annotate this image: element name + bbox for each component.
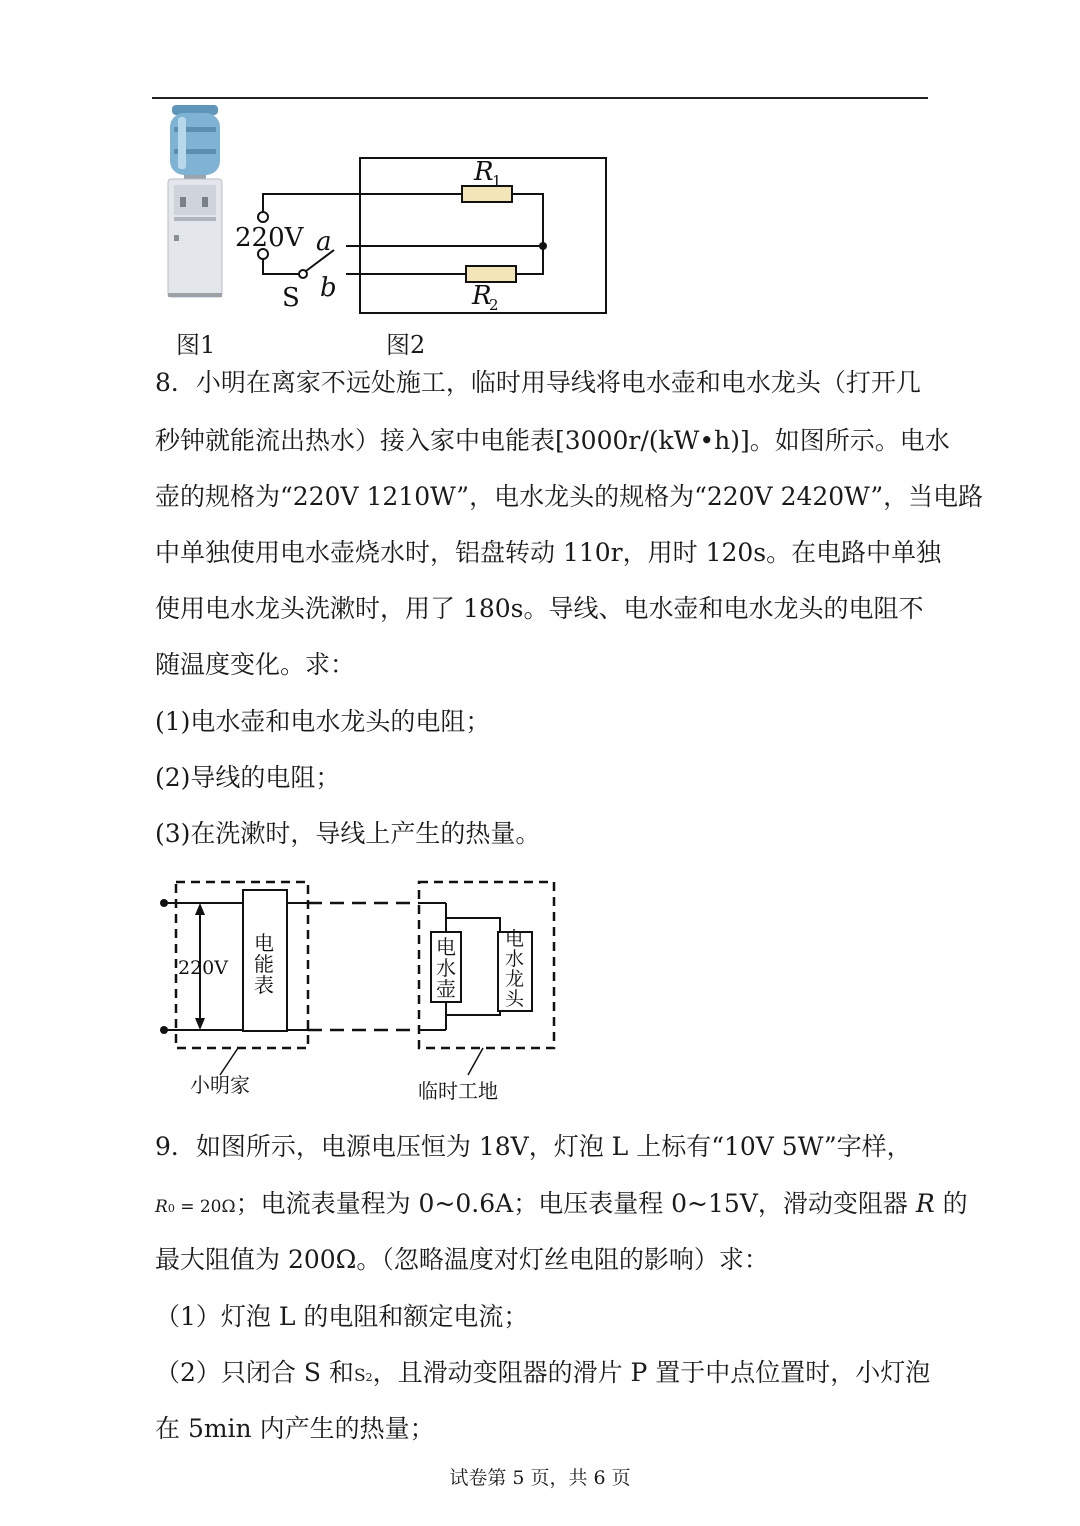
q8-line-2: 秒钟就能流出热水）接入家中电能表[3000r/(kW•h)]。如图所示。电水	[155, 426, 950, 455]
faucet-char-3: 龙	[505, 968, 525, 990]
faucet-char-4: 头	[505, 988, 525, 1010]
fig2-node-a: a	[316, 227, 332, 257]
fig2-r1-sub: 1	[492, 172, 502, 190]
q8-subquestion-2: (2)导线的电阻；	[155, 763, 341, 792]
junction-dot	[539, 242, 547, 250]
water-dispenser-image	[160, 105, 230, 300]
q8-line-1: 8．小明在离家不远处施工，临时用导线将电水壶和电水龙头（打开几	[155, 368, 921, 397]
q8-line-3: 壶的规格为“220V 1210W”，电水龙头的规格为“220V 2420W”，当电路	[155, 482, 984, 511]
figure2-caption: 图2	[386, 331, 426, 359]
q9-line-2	[155, 1188, 968, 1225]
figure3-circuit	[150, 870, 570, 1110]
fig3-voltage-label: 220V	[178, 957, 228, 979]
page-footer: 试卷第 5 页，共 6 页	[449, 1467, 631, 1489]
s2-symbol: S	[353, 1366, 366, 1386]
fig2-switch-label: S	[282, 283, 300, 313]
fig2-r1-label: R	[474, 157, 494, 187]
q8-line-4: 中单独使用电水壶烧水时，铝盘转动 110r，用时 120s。在电路中单独	[155, 538, 942, 567]
q9-sub2-start: （2）只闭合 S 和	[155, 1358, 354, 1387]
kettle-char-2: 水	[436, 956, 456, 980]
r0-subscript: 0	[167, 1202, 175, 1215]
fig2-node-b: b	[320, 273, 337, 303]
fig2-r2-sub: 2	[489, 296, 499, 314]
q9-sub2-rest: ，且滑动变阻器的滑片 P 置于中点位置时，小灯泡	[372, 1358, 931, 1387]
figure1-caption: 图1	[176, 331, 216, 359]
switch-pivot	[299, 270, 307, 278]
meter-char-2: 能	[254, 952, 274, 976]
site-label: 临时工地	[418, 1079, 498, 1103]
meter-char-1: 电	[254, 931, 274, 955]
resistor-r2	[466, 266, 516, 282]
figure2-circuit	[230, 150, 620, 320]
fig2-voltage-label: 220V	[235, 223, 304, 253]
r0-value: = 20Ω	[174, 1197, 236, 1217]
kettle-char-1: 电	[436, 935, 456, 959]
q9-subquestion-2-line-2: 在 5min 内产生的热量；	[155, 1414, 435, 1443]
terminal-top	[258, 212, 268, 222]
rheostat-symbol: R	[915, 1189, 935, 1218]
fig2-r2-label: R	[472, 281, 492, 311]
faucet-char-1: 电	[505, 928, 525, 950]
faucet-char-2: 水	[505, 948, 525, 970]
q9-subquestion-2	[155, 1357, 930, 1394]
header-rule	[152, 97, 928, 99]
q9-line-2-end: 的	[934, 1189, 968, 1218]
q9-subquestion-1: （1）灯泡 L 的电阻和额定电流；	[155, 1302, 529, 1331]
home-label: 小明家	[190, 1073, 250, 1097]
q8-subquestion-1: (1)电水壶和电水龙头的电阻；	[155, 707, 491, 736]
r0-symbol: R	[155, 1197, 168, 1217]
resistor-r1	[462, 186, 512, 202]
q9-line-3: 最大阻值为 200Ω。（忽略温度对灯丝电阻的影响）求：	[155, 1245, 769, 1274]
q8-line-6: 随温度变化。求：	[155, 650, 356, 679]
kettle-char-3: 壶	[436, 977, 456, 1001]
q8-line-5: 使用电水龙头洗漱时，用了 180s。导线、电水壶和电水龙头的电阻不	[155, 594, 924, 623]
q9-line-1: 9．如图所示，电源电压恒为 18V，灯泡 L 上标有“10V 5W”字样，	[155, 1132, 912, 1161]
s2-subscript: 2	[365, 1371, 373, 1384]
meter-char-3: 表	[254, 973, 274, 997]
q8-subquestion-3: (3)在洗漱时，导线上产生的热量。	[155, 819, 541, 848]
q9-line-2-text: ；电流表量程为 0~0.6A；电压表量程 0~15V，滑动变阻器	[235, 1189, 916, 1218]
